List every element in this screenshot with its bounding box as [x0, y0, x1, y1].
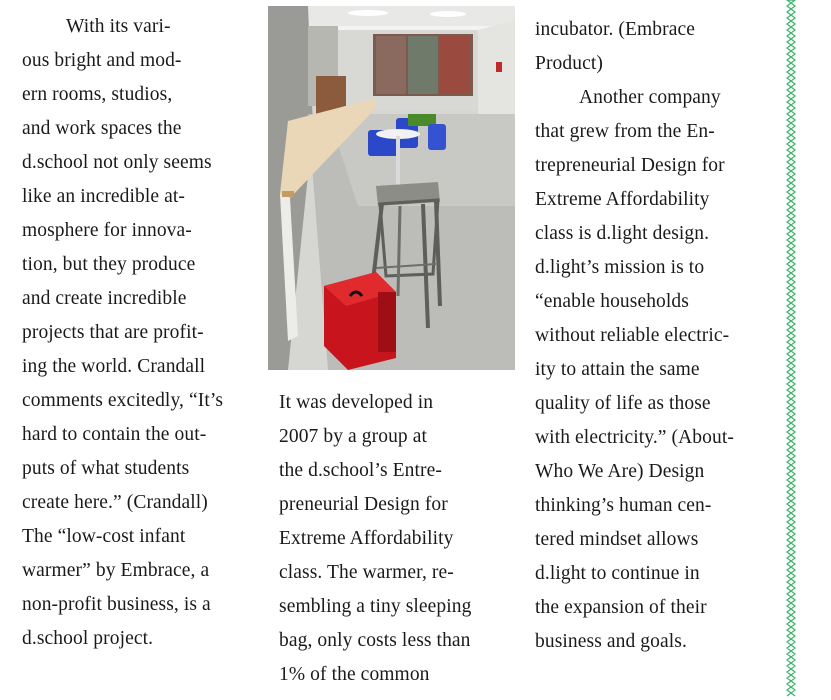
- text-line: ing the world. Crandall: [22, 356, 206, 377]
- text-line: With its vari-: [66, 16, 171, 37]
- text-line: bag, only costs less than: [279, 630, 471, 651]
- zigzag-line: [787, 0, 795, 696]
- text-line: d.school project.: [22, 628, 154, 649]
- text-line: Extreme Affordability: [279, 528, 454, 549]
- text-line: d.light’s mission is to: [535, 257, 705, 278]
- text-line: non-profit business, is a: [22, 594, 211, 615]
- text-line: incubator. (Embrace: [535, 19, 695, 40]
- text-line: projects that are profit-: [22, 322, 204, 343]
- text-line: tered mindset allows: [535, 529, 699, 550]
- text-line: “enable households: [535, 291, 689, 312]
- text-line: and work spaces the: [22, 118, 182, 139]
- text-line: d.school not only seems: [22, 152, 212, 173]
- text-line: ern rooms, studios,: [22, 84, 173, 105]
- text-line: sembling a tiny sleeping: [279, 596, 472, 617]
- text-line: hard to contain the out-: [22, 424, 207, 445]
- text-line: It was developed in: [279, 392, 434, 413]
- text-line: Who We Are) Design: [535, 461, 705, 482]
- text-line: tion, but they produce: [22, 254, 196, 275]
- text-line: like an incredible at-: [22, 186, 185, 207]
- text-line: The “low-cost infant: [22, 526, 186, 547]
- text-line: ity to attain the same: [535, 359, 700, 380]
- text-line: the expansion of their: [535, 597, 707, 618]
- text-line: that grew from the En-: [535, 121, 715, 142]
- text-line: comments excitedly, “It’s: [22, 390, 224, 411]
- text-line: class is d.light design.: [535, 223, 710, 244]
- text-line: ous bright and mod-: [22, 50, 182, 71]
- text-line: Another company: [579, 87, 721, 108]
- text-line: trepreneurial Design for: [535, 155, 725, 176]
- text-line: without reliable electric-: [535, 325, 730, 346]
- text-line: mosphere for innova-: [22, 220, 192, 241]
- text-line: class. The warmer, re-: [279, 562, 454, 583]
- text-line: quality of life as those: [535, 393, 711, 414]
- text-line: Extreme Affordability: [535, 189, 710, 210]
- text-line: warmer” by Embrace, a: [22, 560, 210, 581]
- text-line: 1% of the common: [279, 664, 430, 685]
- text-line: business and goals.: [535, 631, 687, 652]
- decorative-zigzag-border: [784, 0, 798, 700]
- d-school-interior-photo: [268, 6, 515, 370]
- text-line: puts of what students: [22, 458, 190, 479]
- text-line: Product): [535, 53, 603, 74]
- text-line: d.light to continue in: [535, 563, 700, 584]
- text-line: 2007 by a group at: [279, 426, 428, 447]
- text-line: with electricity.” (About-: [535, 427, 734, 448]
- text-line: preneurial Design for: [279, 494, 448, 515]
- text-line: thinking’s human cen-: [535, 495, 712, 516]
- text-line: and create incredible: [22, 288, 187, 309]
- text-line: the d.school’s Entre-: [279, 460, 442, 481]
- text-line: create here.” (Crandall): [22, 492, 208, 513]
